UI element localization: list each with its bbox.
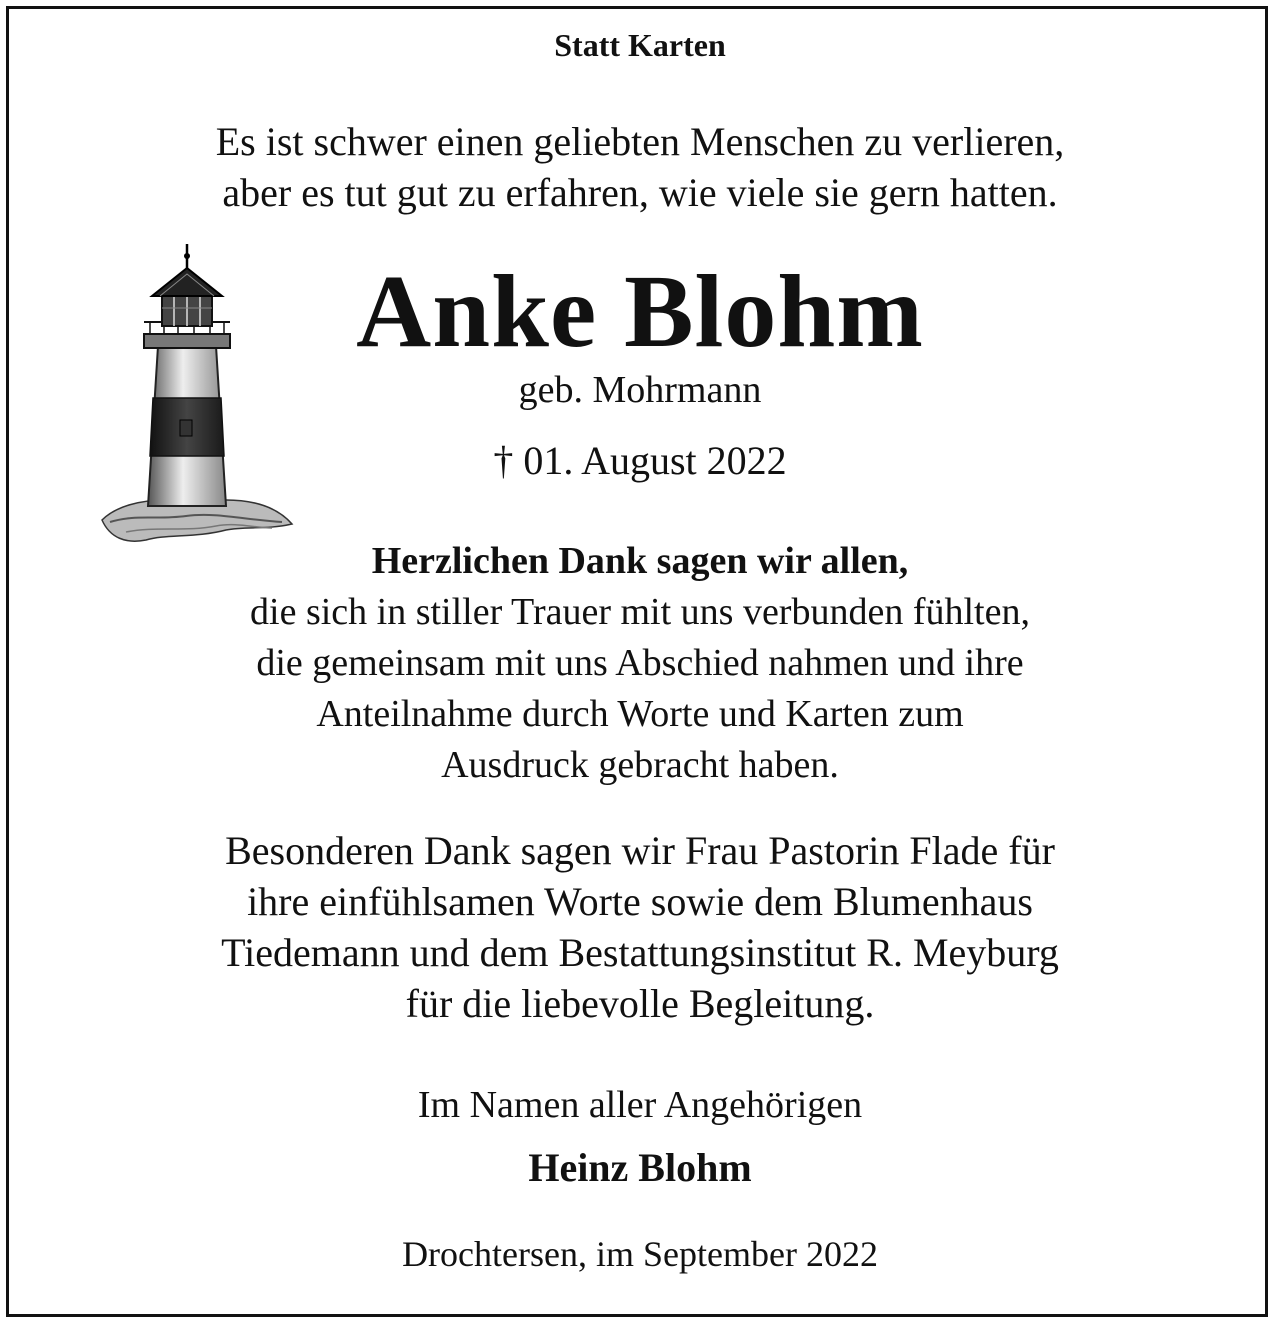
thanks-lead: Herzlichen Dank sagen wir allen,: [371, 540, 909, 582]
closing-line: Im Namen aller Angehörigen: [417, 1084, 863, 1126]
place-date: Drochtersen, im September 2022: [402, 1234, 878, 1274]
birth-name: geb. Mohrmann: [518, 369, 762, 411]
signer-name: Heinz Blohm: [528, 1145, 752, 1190]
thanks-line: Ausdruck gebracht haben.: [441, 744, 839, 786]
thanks-line: die sich in stiller Trauer mit uns verbunden fühlten,: [250, 591, 1030, 633]
special-thanks-line: ihre einfühlsamen Worte sowie dem Blumenhaus: [247, 879, 1033, 924]
notice-header: Statt Karten: [554, 27, 726, 63]
special-thanks-line: Tiedemann und dem Bestattungsinstitut R. Meyburg: [221, 930, 1059, 975]
quote-line: aber es tut gut zu erfahren, wie viele sie gern hatten.: [222, 170, 1058, 215]
special-thanks-line: Besonderen Dank sagen wir Frau Pastorin Flade für: [225, 828, 1055, 873]
thanks-line: die gemeinsam mit uns Abschied nahmen und ihre: [256, 642, 1024, 684]
special-thanks-line: für die liebevolle Begleitung.: [405, 981, 875, 1026]
opening-quote: [0, 116, 1280, 218]
thanks-line: Anteilnahme durch Worte und Karten zum: [316, 693, 964, 735]
death-date: † 01. August 2022: [493, 438, 787, 483]
deceased-name: Anke Blohm: [356, 254, 924, 369]
thanks-paragraph: [0, 536, 1280, 791]
quote-line: Es ist schwer einen geliebten Menschen zu verlieren,: [215, 119, 1065, 164]
special-thanks-paragraph: [0, 825, 1280, 1029]
